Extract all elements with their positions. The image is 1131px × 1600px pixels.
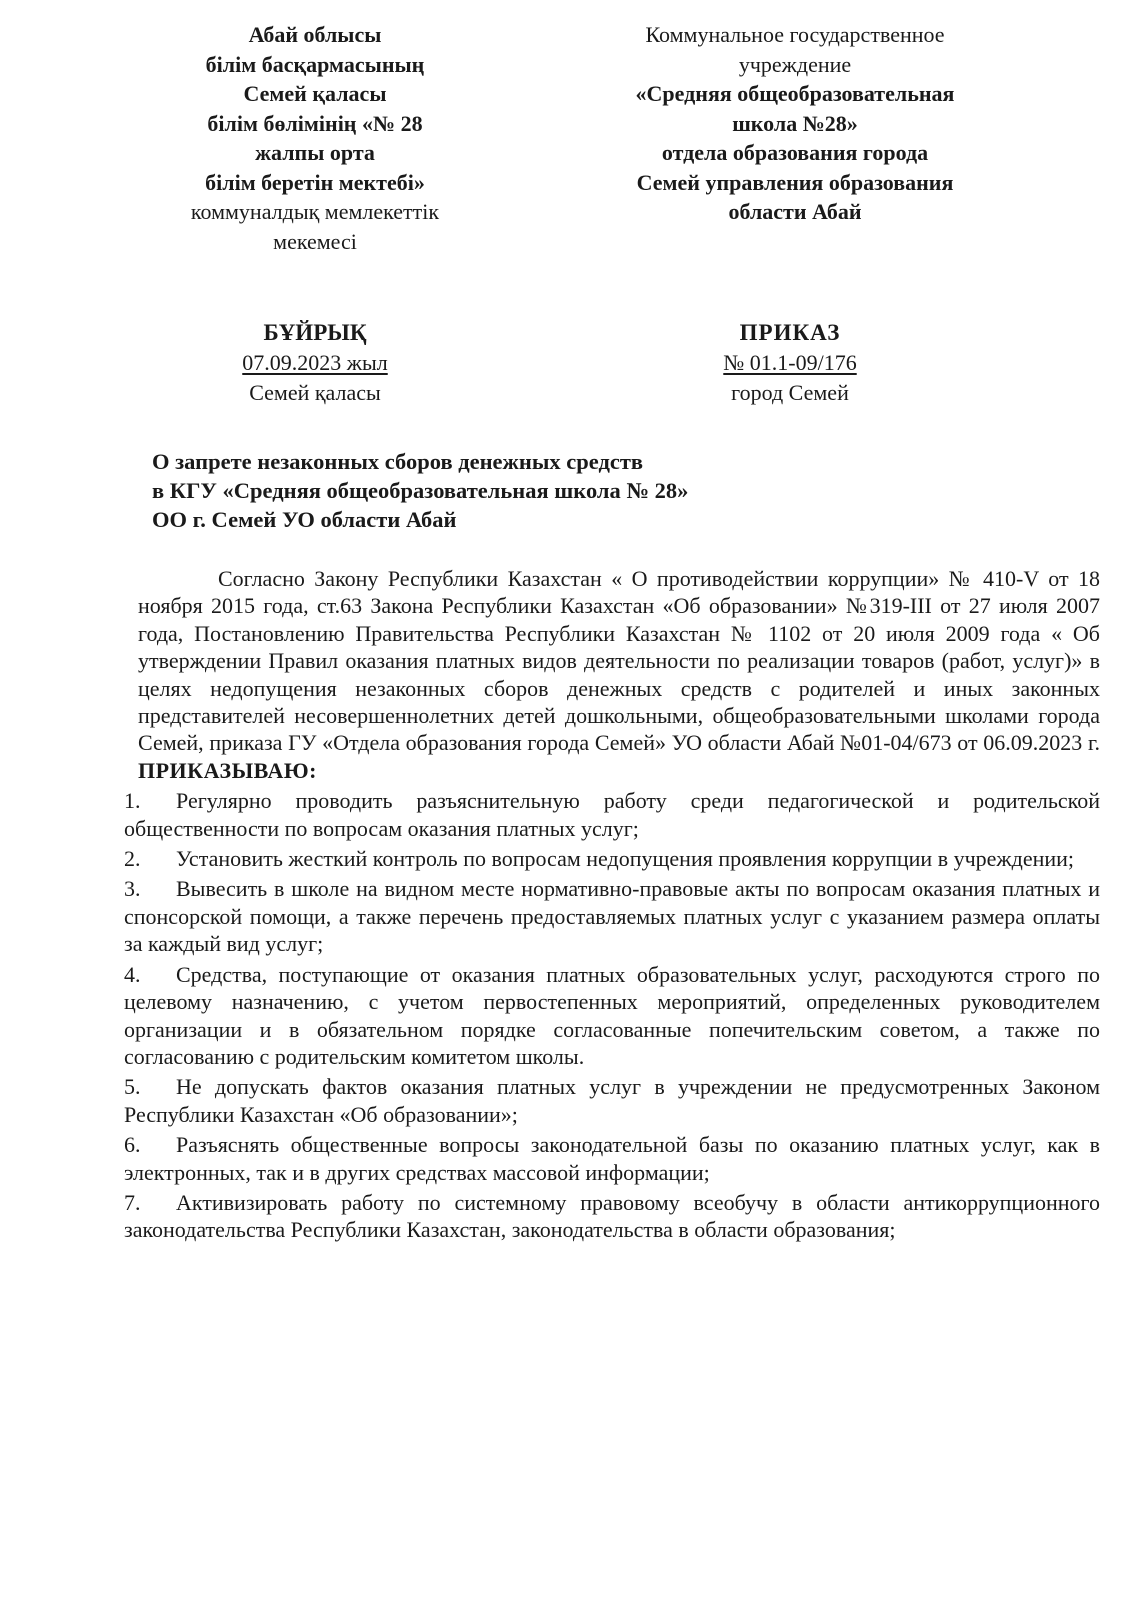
order-item-text: Регулярно проводить разъяснительную работу среди педагогической и родительской общественности по вопросам оказания платных услуг; (124, 788, 1100, 841)
header-left-line: Семей қаласы (243, 81, 387, 106)
header-right-line: Коммунальное государственное (645, 22, 945, 47)
order-item-text: Активизировать работу по системному правовому всеобучу в области антикоррупционного законодательства Республики Казахстан, законодательства в области образования; (124, 1189, 1100, 1243)
header-right-line: школа №28» (732, 110, 858, 136)
order-item-number: 7. (124, 1189, 141, 1215)
header-left-line: коммуналдық мемлекеттік (190, 199, 440, 224)
header-left-line: мекемесі (273, 228, 357, 254)
order-item (124, 787, 1100, 842)
header-left-line: білім басқармасының (205, 51, 425, 77)
header-kazakh (150, 20, 480, 256)
subject-line: в КГУ «Средняя общеобразовательная школа № 28» (152, 478, 689, 503)
header-right-line: отдела образования города (661, 140, 929, 165)
order-number: № 01.1-09/176 (723, 350, 857, 375)
order-item (124, 845, 1100, 872)
subject-line: О запрете незаконных сборов денежных средств (152, 449, 644, 474)
order-item (124, 1073, 1100, 1128)
order-item (124, 875, 1100, 957)
order-item-number: 2. (124, 846, 141, 872)
order-title-kazakh: БҰЙРЫҚ (263, 320, 367, 345)
header-right-line: учреждение (738, 51, 852, 77)
order-item (124, 1131, 1100, 1186)
order-item (124, 1189, 1100, 1244)
header-left-line: білім беретін мектебі» (205, 169, 425, 195)
subject-line: ОО г. Семей УО области Абай (152, 507, 457, 532)
order-item-number: 3. (124, 876, 141, 902)
order-item-text: Вывесить в школе на видном месте нормативно-правовые акты по вопросам оказания платных и спонсорской помощи, а также перечень предоставляемых платных услуг с указанием размера оплаты за каждый вид услуг; (124, 876, 1100, 957)
order-block-kazakh (205, 318, 425, 408)
order-title-russian: ПРИКАЗ (739, 320, 841, 345)
order-body (124, 565, 1100, 1244)
header-russian (585, 20, 1005, 227)
preamble-emphasis: ПРИКАЗЫВАЮ: (138, 757, 317, 783)
header-left-line: жалпы орта (255, 140, 375, 165)
order-item-text: Средства, поступающие от оказания платных образовательных услуг, расходуются строго по целевому назначению, с учетом первостепенных мероприятий, определенных руководителем организации и в обязательном порядке согласованные попечительским советом, а также по согласованию с родительским комитетом школы. (124, 961, 1100, 1069)
preamble-paragraph (124, 565, 1100, 784)
order-item-text: Не допускать фактов оказания платных услуг в учреждении не предусмотренных Законом Республики Казахстан «Об образовании»; (124, 1074, 1100, 1127)
order-city-kazakh: Семей қаласы (249, 380, 381, 405)
order-item-number: 1. (124, 788, 141, 814)
header-left-line: білім бөлімінің «№ 28 (207, 110, 423, 136)
order-items-list (124, 787, 1100, 1244)
order-item-number: 5. (124, 1074, 141, 1100)
header-right-line: «Средняя общеобразовательная (635, 81, 955, 106)
order-item (124, 961, 1100, 1071)
order-city-russian: город Семей (731, 380, 849, 405)
header-right-line: Семей управления образования (636, 169, 954, 195)
order-date: 07.09.2023 жыл (242, 350, 388, 375)
order-item-text: Разъяснять общественные вопросы законодательной базы по оказанию платных услуг, как в электронных, так и в других средствах массовой информации; (124, 1132, 1100, 1185)
header-left-line: Абай облысы (248, 22, 382, 47)
order-subject (152, 447, 952, 534)
header-right-line: области Абай (728, 199, 862, 224)
preamble-text: Согласно Закону Республики Казахстан « О противодействии коррупции» № 410-V от 18 ноября 2015 года, ст.63 Закона Республики Казахстан «Об образовании» №319-III от 27 июля 2007 года, Постановлению Правительства Республики Казахстан № 1102 от 20 июля 2009 года « Об утверждении Правил оказания платных видов деятельности по реализации товаров (работ, услуг)» в целях недопущения незаконных сборов денежных средств с родителей и иных законных представителей несовершеннолетних детей дошкольными, общеобразовательными школами города Семей, приказа ГУ «Отдела образования города Семей» УО области Абай №01-04/673 от 06.09.2023 г. (138, 566, 1100, 756)
order-item-number: 4. (124, 961, 141, 987)
order-item-text: Установить жесткий контроль по вопросам недопущения проявления коррупции в учреждении; (176, 846, 1075, 872)
order-item-number: 6. (124, 1132, 141, 1158)
order-block-russian (690, 318, 890, 408)
